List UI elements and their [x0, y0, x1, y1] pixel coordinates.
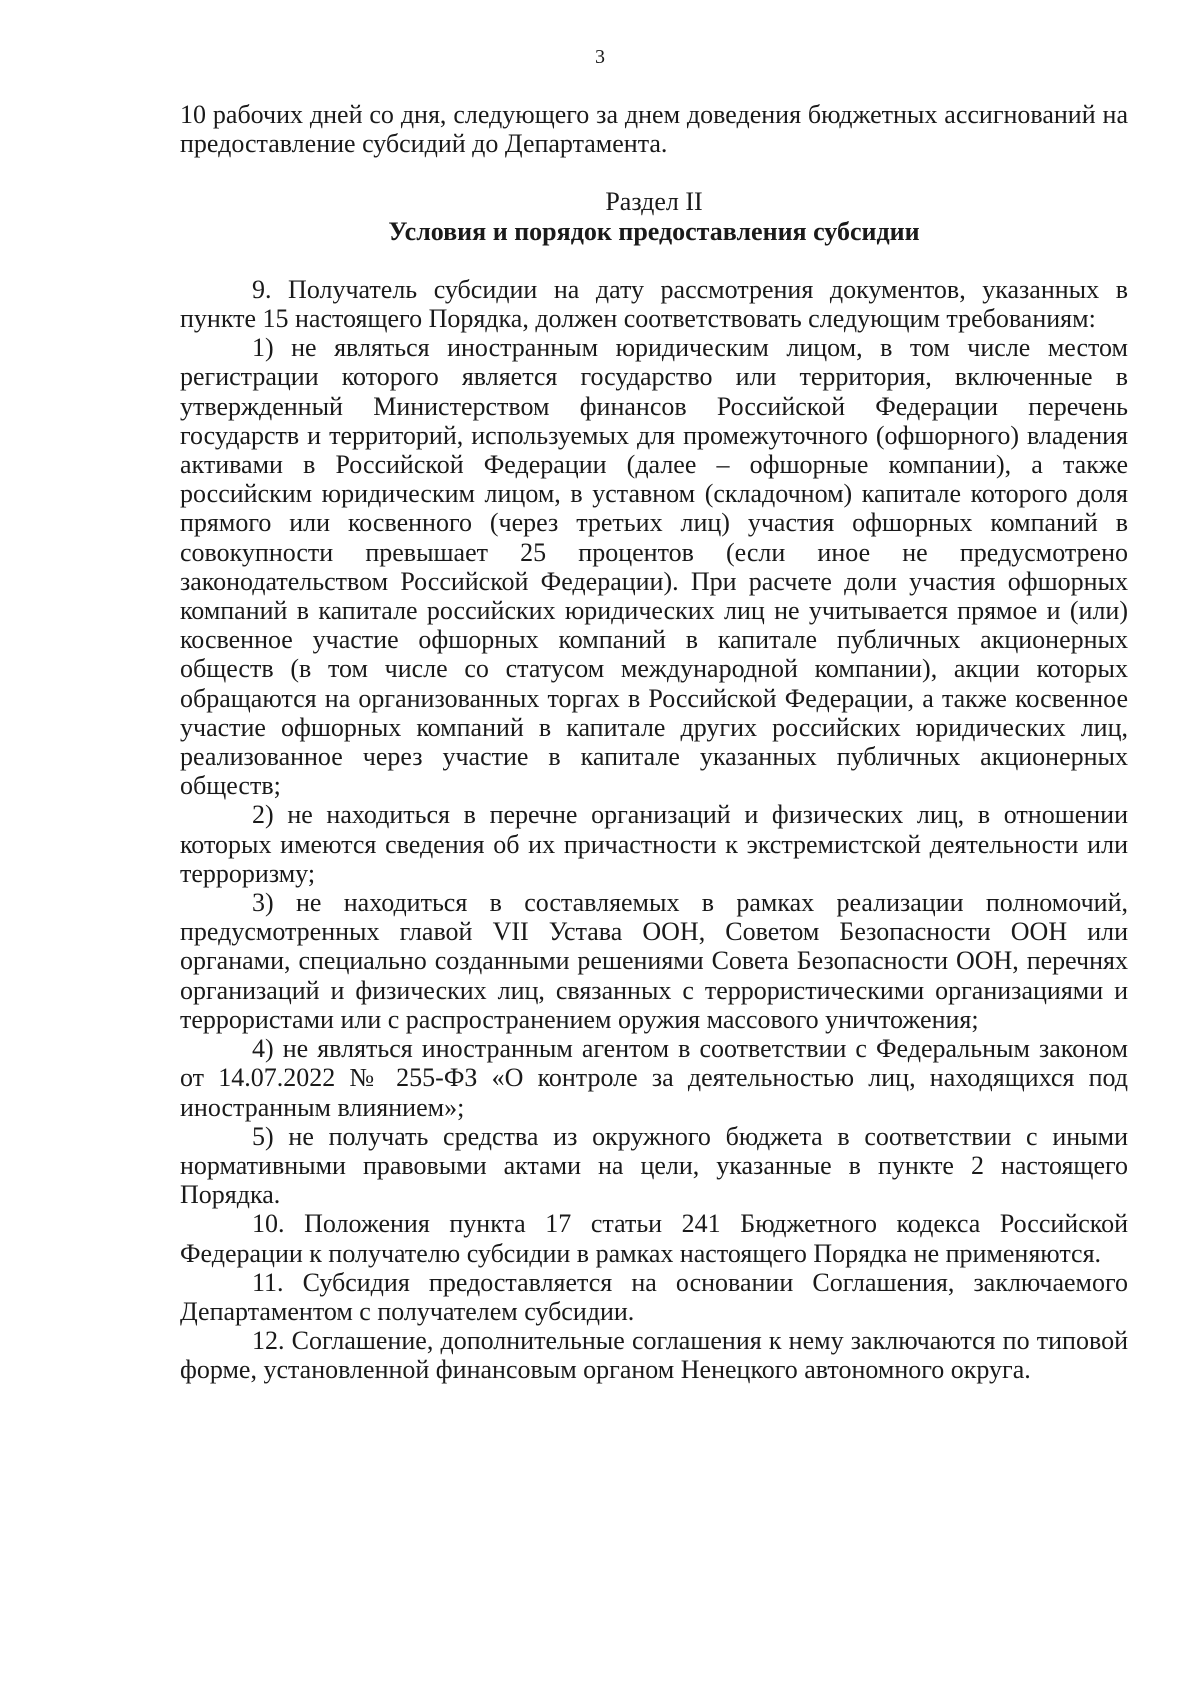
paragraph-9-item-3: 3) не находиться в составляемых в рамках реализации полномочий, предусмотренных главой VII Устава ООН, Советом Безопасности ООН или органами, специально созданными решениями Совета Безопасности ООН, перечнях организаций и физических лиц, связанных с террористическими организациями и террористами или с распространением оружия массового уничтожения;	[180, 888, 1128, 1034]
paragraph-10: 10. Положения пункта 17 статьи 241 Бюджетного кодекса Российской Федерации к получателю субсидии в рамках настоящего Порядка не применяются.	[180, 1209, 1128, 1268]
document-body	[180, 100, 1128, 1385]
intro-paragraph: 10 рабочих дней со дня, следующего за днем доведения бюджетных ассигнований на предоставление субсидий до Департамента.	[180, 100, 1128, 159]
paragraph-9-item-2: 2) не находиться в перечне организаций и физических лиц, в отношении которых имеются сведения об их причастности к экстремистской деятельности или терроризму;	[180, 800, 1128, 888]
page-number: 3	[595, 46, 605, 68]
paragraph-11: 11. Субсидия предоставляется на основании Соглашения, заключаемого Департаментом с получателем субсидии.	[180, 1267, 1128, 1326]
section-label: Раздел II	[605, 187, 703, 217]
paragraph-9-item-1: 1) не являться иностранным юридическим лицом, в том числе местом регистрации которого является государство или территория, включенные в утвержденный Министерством финансов Российской Федерации перечень государств и территорий, используемых для промежуточного (офшорного) владения активами в Российской Федерации (далее – офшорные компании), а также российским юридическим лицом, в уставном (складочном) капитале которого доля прямого или косвенного (через третьих лиц) участия офшорных компаний в совокупности превышает 25 процентов (если иное не предусмотрено законодательством Российской Федерации). При расчете доли участия офшорных компаний в капитале российских юридических лиц не учитывается прямое и (или) косвенное участие офшорных компаний в капитале публичных акционерных обществ (в том числе со статусом международной компании), акции которых обращаются на организованных торгах в Российской Федерации, а также косвенное участие офшорных компаний в капитале других российских юридических лиц, реализованное через участие в капитале указанных публичных акционерных обществ;	[180, 333, 1128, 801]
paragraph-9-item-5: 5) не получать средства из окружного бюджета в соответствии с иными нормативными правовыми актами на цели, указанные в пункте 2 настоящего Порядка.	[180, 1121, 1128, 1210]
paragraph-9: 9. Получатель субсидии на дату рассмотрения документов, указанных в пункте 15 настоящего Порядка, должен соответствовать следующим требованиям:	[180, 274, 1128, 334]
section-title: Условия и порядок предоставления субсидии	[388, 216, 920, 246]
paragraph-12: 12. Соглашение, дополнительные соглашения к нему заключаются по типовой форме, установленной финансовым органом Ненецкого автономного округа.	[180, 1326, 1128, 1385]
paragraph-9-item-4: 4) не являться иностранным агентом в соответствии с Федеральным законом от 14.07.2022 № 255-ФЗ «О контроле за деятельностью лиц, находящихся под иностранным влиянием»;	[180, 1034, 1128, 1122]
